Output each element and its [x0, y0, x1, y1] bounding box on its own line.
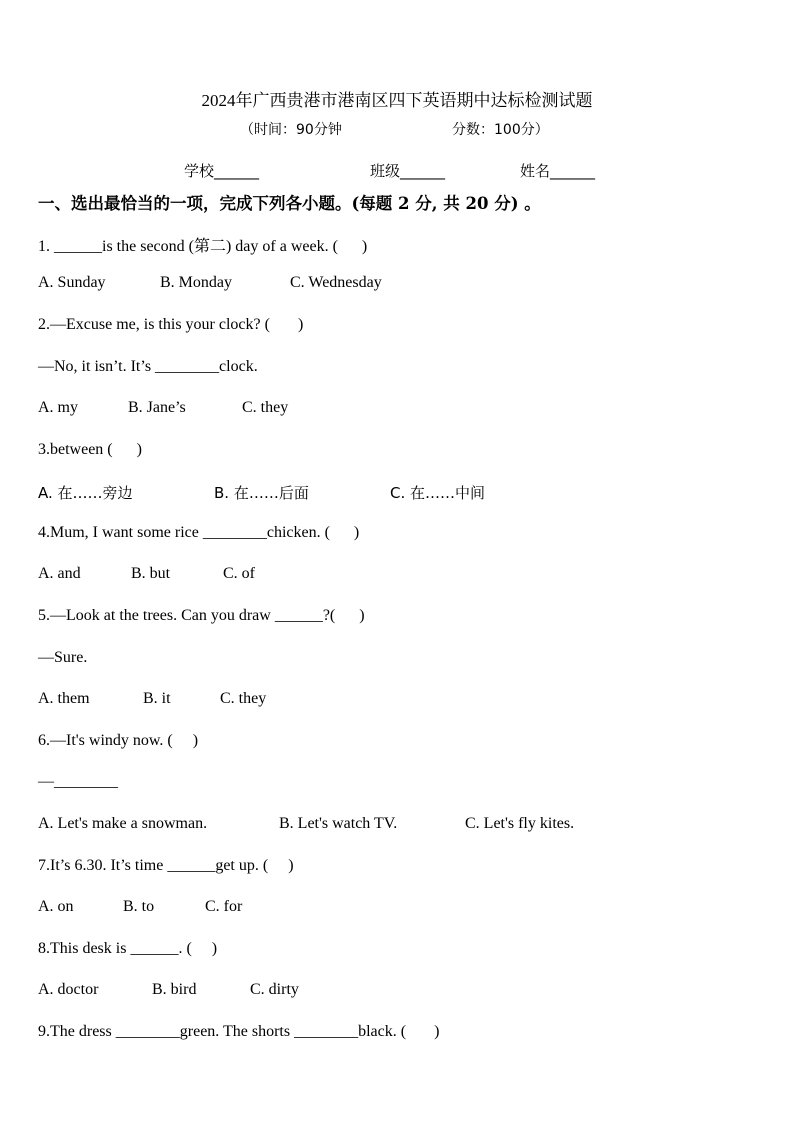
question-7-option-b: B. to: [123, 898, 155, 915]
question-6-option-c: C. Let's fly kites.: [465, 815, 575, 832]
question-4-options: [38, 565, 255, 583]
question-4-line-1: 4.Mum, I want some rice ________chicken. ( ): [38, 524, 360, 541]
page-title: 2024年广西贵港市港南区四下英语期中达标检测试题: [201, 91, 593, 110]
question-8-option-c: C. dirty: [250, 981, 299, 998]
question-5-options: [38, 690, 266, 708]
question-8-line-1: 8.This desk is ______. ( ): [38, 940, 218, 957]
question-3-option-a: A. 在……旁边: [38, 484, 133, 502]
question-3-option-c: C. 在……中间: [390, 484, 486, 502]
question-2-option-c: C. they: [242, 399, 289, 416]
question-3-options: [38, 482, 485, 503]
question-7-line-1: 7.It’s 6.30. It’s time ______get up. ( ): [38, 857, 294, 874]
question-8-option-a: A. doctor: [38, 981, 99, 998]
question-7-option-c: C. for: [205, 898, 243, 915]
question-4-option-c: C. of: [223, 565, 255, 582]
question-5-option-a: A. them: [38, 690, 90, 707]
question-5-option-b: B. it: [143, 690, 171, 707]
question-3-line-1: 3.between ( ): [38, 441, 142, 458]
question-8-option-b: B. bird: [152, 981, 197, 998]
question-2-option-a: A. my: [38, 399, 78, 416]
question-6-option-a: A. Let's make a snowman.: [38, 815, 208, 832]
question-5-line-2: —Sure.: [38, 649, 88, 666]
question-1-line-1: 1. ______is the second (第二) day of a week. ( ): [38, 238, 368, 255]
question-2-options: [38, 399, 288, 417]
question-6-line-2: —________: [38, 773, 118, 790]
question-8-options: [38, 981, 299, 999]
question-9-line-1: 9.The dress ________green. The shorts ________black. ( ): [38, 1023, 440, 1040]
question-2-line-2: —No, it isn’t. It’s ________clock.: [38, 358, 258, 375]
question-5-option-c: C. they: [220, 690, 267, 707]
name-field: 姓名______: [520, 162, 596, 180]
question-4-option-a: A. and: [38, 565, 81, 582]
question-6-option-b: B. Let's watch TV.: [279, 815, 398, 832]
question-3-option-b: B. 在……后面: [214, 484, 309, 502]
question-1-options: [38, 274, 382, 292]
question-4-option-b: B. but: [131, 565, 171, 582]
exam-time: （时间：90分钟: [240, 122, 342, 138]
question-1-option-b: B. Monday: [160, 274, 232, 291]
class-field: 班级______: [370, 162, 446, 180]
question-7-options: [38, 898, 242, 916]
question-2-option-b: B. Jane’s: [128, 399, 186, 416]
question-5-line-1: 5.—Look at the trees. Can you draw ______?( ): [38, 607, 365, 624]
question-6-line-1: 6.—It's windy now. ( ): [38, 732, 199, 749]
school-field: 学校______: [184, 162, 260, 180]
question-1-option-a: A. Sunday: [38, 274, 106, 291]
question-2-line-1: 2.—Excuse me, is this your clock? ( ): [38, 316, 304, 333]
question-1-option-c: C. Wednesday: [290, 274, 382, 291]
section-heading: 一、选出最恰当的一项，完成下列各小题。(每题 2 分, 共 20 分) 。: [38, 194, 541, 213]
question-7-option-a: A. on: [38, 898, 74, 915]
exam-score: 分数：100分）: [452, 122, 549, 138]
question-6-options: [38, 815, 574, 833]
